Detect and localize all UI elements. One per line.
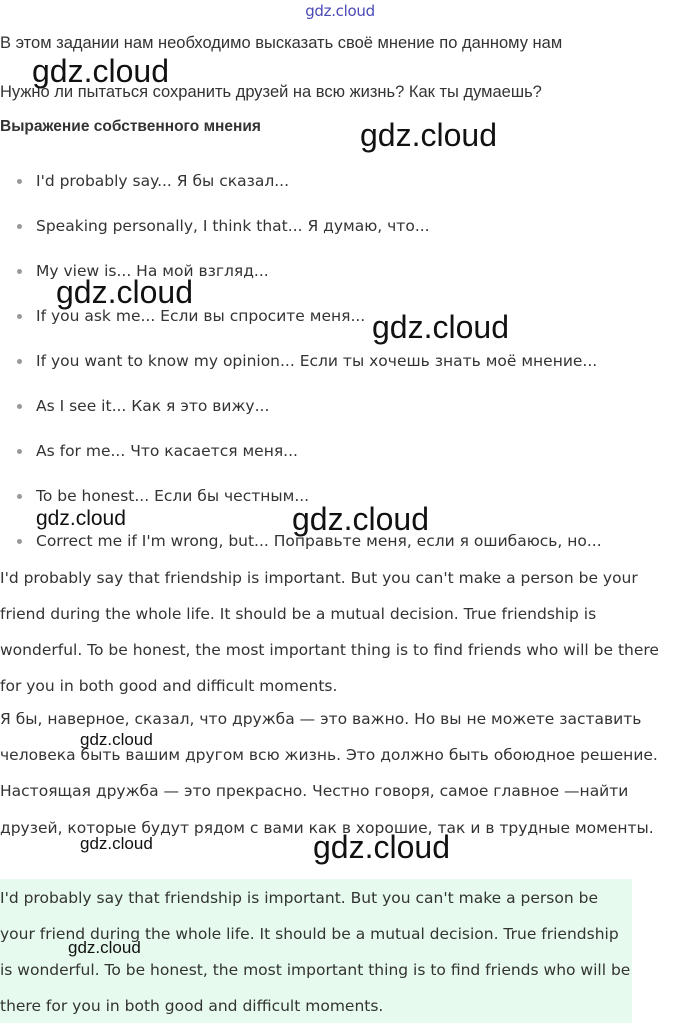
phrase-text: If you want to know my opinion... Если ты хочешь знать моё мнение... [36,352,598,370]
paragraph-russian: Я бы, наверное, сказал, что дружба — это важно. Но вы не можете заставить человека быть вашим другом всю жизнь. Это должно быть обоюдное решение. Настоящая дружба — это прекрасно. Честно говоря, самое главное —найти друзей, которые будут рядом с вами как в хорошие, так и в трудные моменты. [0,710,658,837]
bullet-icon [17,449,22,454]
list-item [0,437,602,482]
watermark: gdz.cloud [56,274,193,310]
bullet-icon [17,494,22,499]
watermark: gdz.cloud [68,938,141,957]
phrase-text: To be honest... Если бы честным... [36,487,310,505]
watermark: gdz.cloud [372,309,509,345]
watermark: gdz.cloud [32,53,169,89]
watermark: gdz.cloud [292,501,429,537]
bullet-icon [17,179,22,184]
bullet-icon [17,224,22,229]
phrase-text: If you ask me... Если вы спросите меня... [36,307,366,325]
phrase-text: My view is... На мой взгляд... [36,262,269,280]
phrase-text: I'd probably say... Я бы сказал... [36,172,290,190]
bullet-icon [17,539,22,544]
phrase-text: As for me... Что касается меня... [36,442,298,460]
phrase-text: As I see it... Как я это вижу... [36,397,270,415]
bullet-icon [17,404,22,409]
intro-task-text: В этом задании нам необходимо высказать своё мнение по данному нам [0,34,563,52]
site-brand[interactable]: gdz.cloud [305,2,375,20]
watermark: gdz.cloud [80,834,153,853]
answer-text: I'd probably say that friendship is important. But you can't make a person be your friend during the whole life. It should be a mutual decision. True friendship is wonderful. To be honest, the most important thing is to find friends who will be there for you in both good and difficult moments. [0,889,631,1015]
list-item [0,167,602,212]
watermark: gdz.cloud [360,117,497,153]
list-item [0,392,602,437]
bullet-icon [17,314,22,319]
watermark: gdz.cloud [313,829,450,865]
phrase-text: Correct me if I'm wrong, but... Поправьте меня, если я ошибаюсь, но... [36,532,602,550]
list-item [0,347,602,392]
watermark: gdz.cloud [36,507,126,530]
bullet-icon [17,359,22,364]
intro-question: Нужно ли пытаться сохранить друзей на всю жизнь? Как ты думаешь? [0,83,542,101]
paragraph-english: I'd probably say that friendship is important. But you can't make a person be your friend during the whole life. It should be a mutual decision. True friendship is wonderful. To be honest, the most important thing is to find friends who will be there for you in both good and difficult moments. [0,569,659,695]
list-item [0,212,602,257]
bullet-icon [17,269,22,274]
section-heading: Выражение собственного мнения [0,118,261,135]
watermark: gdz.cloud [80,730,153,749]
phrase-text: Speaking personally, I think that... Я думаю, что... [36,217,430,235]
